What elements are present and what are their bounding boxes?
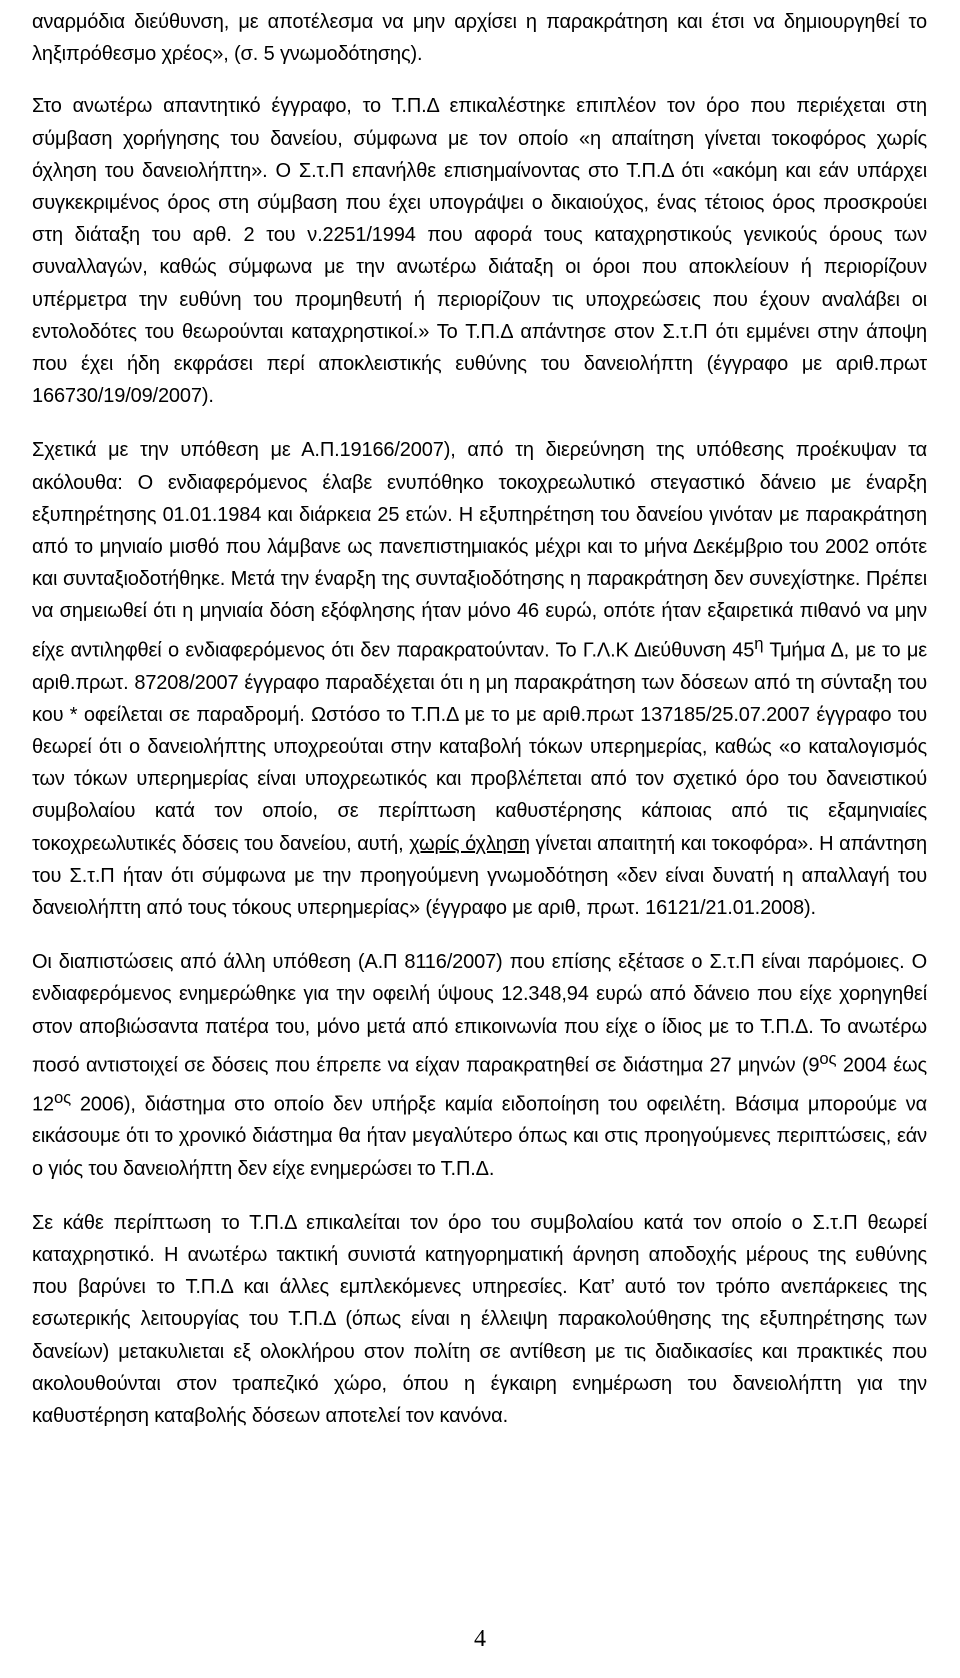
- paragraph-1-text: αναρμόδια διεύθυνση, με αποτέλεσμα να μην αρχίσει η παρακράτηση και έτσι να δημιουργηθεί το ληξιπρόθεσμο χρέος», (σ. 5 γνωμοδότησης).: [32, 11, 927, 66]
- paragraph-4-text-c: 2006), διάστημα στο οποίο δεν υπήρξε καμία ειδοποίηση του οφειλέτη. Βάσιμα μπορούμε να εικάσουμε ότι το χρονικό διάστημα θα ήταν μεγαλύτερο όπως και στις προηγούμενες περιπτώσεις, εάν ο γιός του δανειολήπτη δεν είχε ενημερώσει το Τ.Π.Δ.: [32, 1093, 927, 1180]
- paragraph-3-text-a: Σχετικά με την υπόθεση με Α.Π.19166/2007), από τη διερεύνηση της υπόθεσης προέκυψαν τα ακόλουθα: Ο ενδιαφερόμενος έλαβε ενυπόθηκο τοκοχρεωλυτικό στεγαστικό δάνειο με έναρξη εξυπηρέτησης 01.01.1984 και διάρκεια 25 ετών. Η εξυπηρέτηση του δανείου γινόταν με παρακράτηση από το μηνιαίο μισθό που λάμβανε ως πανεπιστημιακός μέχρι και το μήνα Δεκέμβριο του 2002 οπότε και συνταξιοδοτήθηκε. Μετά την έναρξη της συνταξιοδότησης η παρακράτηση δεν συνεχίστηκε. Πρέπει να σημειωθεί ότι η μηνιαία δόση εξόφλησης ήταν μόνο 46 ευρώ, οπότε ήταν εξαιρετικά πιθανό να μην είχε αντιληφθεί ο ενδιαφερόμενος ότι δεν παρακρατούνταν. Το Γ.Λ.Κ Διεύθυνση 45: [32, 439, 927, 662]
- superscript-ordinal-1: ος: [819, 1048, 837, 1068]
- superscript-ordinal-2: ος: [53, 1087, 71, 1107]
- paragraph-3-text-b: Τμήμα Δ, με το με αριθ.πρωτ. 87208/2007 έγγραφο παραδέχεται ότι η μη παρακράτηση των δόσεων από τη σύνταξη του κου * οφείλεται σε παραδρομή. Ωστόσο το Τ.Π.Δ με το με αριθ.πρωτ 137185/25.07.2007 έγγραφο του θεωρεί ότι ο δανειολήπτης υποχρεούται στην καταβολή τόκων υπερημερίας, καθώς «ο καταλογισμός των τόκων υπερημερίας είναι υποχρεωτικός και προβλέπεται από τον σχετικό όρο του δανειστικού συμβολαίου κατά τον οποίο, σε περίπτωση καθυστέρησης κάποιας από τις εξαμηνιαίες τοκοχρεωλυτικές δόσεις του δανείου, αυτή,: [32, 639, 927, 855]
- underlined-phrase: χωρίς όχληση: [409, 832, 530, 855]
- paragraph-2-text: Στο ανωτέρω απαντητικό έγγραφο, το Τ.Π.Δ επικαλέστηκε επιπλέον τον όρο που περιέχεται στη σύμβαση χορήγησης του δανείου, σύμφωνα με τον οποίο «η απαίτηση γίνεται τοκοφόρος χωρίς όχληση του δανειολήπτη». Ο Σ.τ.Π επανήλθε επισημαίνοντας στο Τ.Π.Δ ότι «ακόμη και εάν υπάρχει συγκεκριμένος όρος στη σύμβαση που έχει υπογράψει ο δικαιούχος, ένας τέτοιος όρος προσκρούει στη διάταξη του αρθ. 2 του ν.2251/1994 που αφορά τους καταχρηστικούς γενικούς όρους των συναλλαγών, καθώς σύμφωνα με την ανωτέρω διάταξη οι όροι που αποκλείουν ή περιορίζουν υπέρμετρα την ευθύνη του προμηθευτή ή περιορίζουν τις υποχρεώσεις που έχουν αναλάβει οι εντολοδότες του θεωρούνται καταχρηστικοί.» Το Τ.Π.Δ απάντησε στον Σ.τ.Π ότι εμμένει στην άποψη που έχει ήδη εκφράσει περί αποκλειστικής ευθύνης του δανειολήπτη (έγγραφο με αριθ.πρωτ 166730/19/09/2007).: [32, 95, 927, 408]
- paragraph-5-conclusion: [32, 1207, 927, 1432]
- superscript-ordinal-eta: η: [754, 633, 764, 653]
- paragraph-2-reply-document: [32, 90, 927, 412]
- document-body: [32, 6, 927, 1432]
- paragraph-3-text-c: γίνεται απαιτητή και τοκοφόρα». Η απάντηση του Σ.τ.Π ήταν ότι σύμφωνα με την προηγούμενη γνωμοδότηση «δεν είναι δυνατή η απαλλαγή του δανειολήπτη από τους τόκους υπερημερίας» (έγγραφο με αριθ, πρωτ. 16121/21.01.2008).: [32, 832, 928, 919]
- paragraph-4-case-8116: [32, 946, 927, 1185]
- paragraph-4-text-a: Οι διαπιστώσεις από άλλη υπόθεση (Α.Π 8116/2007) που επίσης εξέτασε ο Σ.τ.Π είναι παρόμοιες. Ο ενδιαφερόμενος ενημερώθηκε για την οφειλή ύψους 12.348,94 ευρώ από δάνειο που είχε χορηγηθεί στον αποβιώσαντα πατέρα του, μόνο μετά από επικοινωνία που είχε ο ίδιος με το Τ.Π.Δ. Το ανωτέρω ποσό αντιστοιχεί σε δόσεις που έπρεπε να είχαν παρακρατηθεί σε διάστημα 27 μηνών (9: [32, 951, 927, 1077]
- paragraph-1-continuation: [32, 6, 927, 70]
- paragraph-4-text-b: 2004 έως 12: [32, 1054, 927, 1116]
- paragraph-5-text: Σε κάθε περίπτωση το Τ.Π.Δ επικαλείται τον όρο του συμβολαίου κατά τον οποίο ο Σ.τ.Π θεωρεί καταχρηστικό. Η ανωτέρω τακτική συνιστά κατηγορηματική άρνηση αποδοχής μέρους της ευθύνης που βαρύνει το Τ.Π.Δ και άλλες εμπλεκόμενες υπηρεσίες. Κατ’ αυτό τον τρόπο ανεπάρκειες της εσωτερικής λειτουργίας του Τ.Π.Δ (όπως είναι η έλλειψη παρακολούθησης της εξυπηρέτησης των δανείων) μετακυλιεται εξ ολοκλήρου στον πολίτη σε αντίθεση με τις διαδικασίες και πρακτικές που ακολουθούνται στον τραπεζικό χώρο, όπου η έγκαιρη ενημέρωση του δανειολήπτη για την καθυστέρηση καταβολής δόσεων αποτελεί τον κανόνα.: [32, 1211, 927, 1428]
- page-number: 4: [474, 1626, 486, 1652]
- paragraph-3-case-19166: [32, 434, 927, 924]
